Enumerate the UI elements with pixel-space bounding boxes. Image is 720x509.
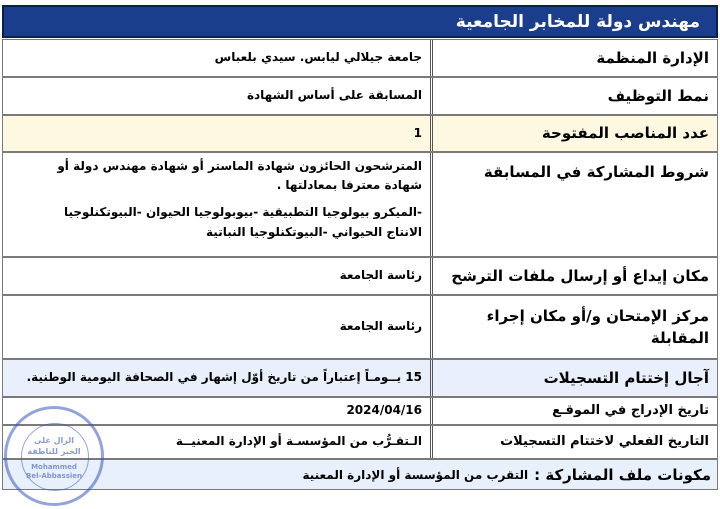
row-value: 1 [413, 125, 422, 140]
row-value: المسابقة على أساس الشهادة [246, 88, 422, 103]
row-value: 2024/04/16 [346, 403, 422, 418]
row-value: 15 يــومـاً إعتباراً من تاريخ أوّل إشهار في الصحافة اليومية الوطنية. [26, 370, 422, 385]
stamp-line-4: Bel-Abbassien [25, 472, 82, 480]
page-title-text: مهندس دولة للمخابر الجامعية [455, 11, 700, 32]
row-label: تاريخ الإدراج في الموقـع [430, 398, 717, 424]
official-stamp [4, 406, 104, 506]
table-row-actual-closing-date [2, 425, 718, 459]
row-value [3, 153, 430, 256]
conditions-line-3: -الميكرو بيولوجيا التطبيقية -بيوبولوجيا الحيوان -البيوتكنلوجيا [63, 205, 422, 220]
row-label: نمط التوظيف [430, 78, 717, 114]
row-value: رئاسة الجامعة [339, 268, 422, 283]
row-label: مركز الإمتحان و/أو مكان إجراء المقابلة [430, 296, 717, 358]
row-value: جامعة جيلالي ليابس. سيدي بلعباس [214, 50, 422, 65]
participation-file-row [2, 459, 718, 490]
conditions-line-2: شهادة معترفا بمعادلتها . [276, 178, 422, 193]
row-label: التاريخ الفعلي لاختتام التسجيلات [430, 426, 717, 458]
stamp-line-1: الرال على [33, 436, 74, 445]
row-label: مكان إيداع أو إرسال ملفات الترشح [430, 258, 717, 294]
table-row-participation-conditions [2, 152, 718, 257]
row-label: آجال إختتام التسجيلات [430, 360, 717, 396]
row-label: شروط المشاركة في المسابقة [430, 153, 717, 256]
row-label: عدد المناصب المفتوحة [430, 116, 717, 151]
table-row-exam-center [2, 295, 718, 359]
table-row-recruitment-type [2, 77, 718, 115]
page-title [2, 5, 718, 38]
row-value: الـتقـرُّب من المؤسسـة أو الإدارة المعنيــة [175, 434, 422, 449]
participation-file-label: مكونات ملف المشاركة : [534, 465, 711, 484]
stamp-line-2: الخبر للناطقة [27, 447, 81, 456]
row-label: الإدارة المنظمة [430, 40, 717, 76]
stamp-inner-ring [21, 423, 89, 491]
stamp-line-3: Mohammed [31, 463, 77, 471]
table-row-registration-deadline [2, 359, 718, 397]
participation-file-value: التقرب من المؤسسة أو الإدارة المعنية [302, 467, 529, 482]
row-value: رئاسة الجامعة [339, 319, 422, 334]
conditions-line-4: الانتاج الحيواني -البيوتكنلوجيا النباتية [206, 224, 422, 239]
conditions-line-1: المترشحون الحائزون شهادة الماستر أو شهادة مهندس دولة أو [57, 159, 422, 173]
table-row-open-positions [2, 115, 718, 152]
table-row-organizing-admin [2, 39, 718, 77]
table-row-posting-date [2, 397, 718, 425]
table-row-submission-place [2, 257, 718, 295]
